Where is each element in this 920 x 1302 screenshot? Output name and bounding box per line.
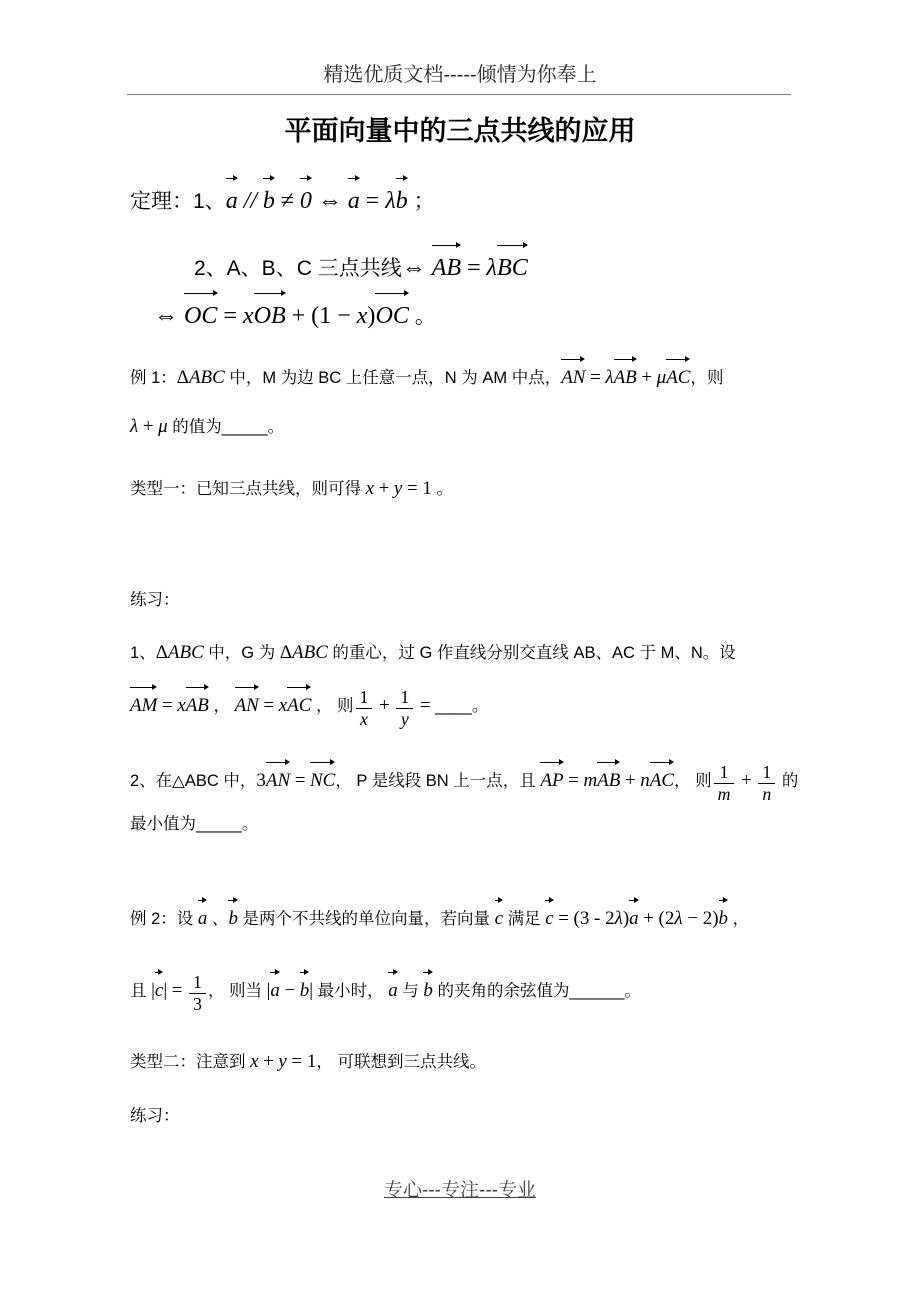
exercise1-line-1: 1、ΔABC 中，G 为 ΔABC 的重心，过 G 作直线分别交直线 AB、AC 于 M、N。设 [130,642,736,663]
page-title: 平面向量中的三点共线的应用 [284,116,636,146]
practice2-label: 练习： [130,1107,180,1125]
vector-notation: AN [235,693,259,719]
vector-arrow-icon [263,173,274,183]
vector-arrow-icon [650,758,673,766]
vector-notation: b [423,978,432,1004]
vector-arrow-icon [300,968,308,976]
vector-arrow-icon [396,173,407,183]
example2-line-1: 例 2：设 a 、 b 是两个不共线的单位向量，若向量 c 满足 c = (3 - 2λ) a + (2λ − 2) b ， [130,906,749,932]
vector-arrow-icon [226,173,237,183]
practice1-label: 练习： [130,591,180,609]
vector-notation: AN [266,768,290,794]
vector-arrow-icon [666,356,689,364]
vector-notation: c [155,978,163,1004]
vector-arrow-icon [495,897,502,905]
vector-arrow-icon [561,356,584,364]
vector-arrow-icon [614,356,636,364]
example2-line-2: 且 | c| = $\frac{1}{3}$ ， 则当 | a − b| 最小时， a 与 b 的夹角的余弦值为______。 [130,973,641,1013]
exercise2-line-1: 2、在△ABC 中，3 AN = NC， P 是线段 BN 上一点，且 AP = m AB + n AC， 则 $\frac{1}{m}$ + $\frac{1}{n}$ 的 [130,763,798,803]
vector-arrow-icon [198,897,206,905]
vector-notation: b [300,978,309,1004]
vector-arrow-icon [497,240,527,250]
vector-notation: c [495,906,503,932]
vector-arrow-icon [130,683,156,691]
vector-notation: c [545,906,553,932]
vector-arrow-icon [540,758,562,766]
page-header: 精选优质文档-----倾情为你奉上 [323,64,597,86]
vector-notation: AM [130,693,157,719]
vector-arrow-icon [287,683,310,691]
vector-arrow-icon [270,968,278,976]
vector-arrow-icon [228,897,236,905]
type2-line: 类型二：注意到 x + y = 1， 可联想到三点共线。 [130,1051,486,1072]
vector-notation: OC [375,300,409,333]
vector-arrow-icon [235,683,258,691]
theorem-line-3: ⇔ OC = x OB + (1 − x) OC 。 [130,300,436,333]
vector-notation: AB [597,768,620,794]
vector-arrow-icon [310,758,334,766]
vector-arrow-icon [186,683,208,691]
vector-arrow-icon [300,173,311,183]
vector-arrow-icon [155,968,162,976]
exercise1-line-2: AM = x AB ， AN = x AC ， 则 $\frac{1}{x}$ + $\frac{1}{y}$ = ____。 [130,688,488,728]
vector-arrow-icon [423,968,431,976]
vector-notation: OB [254,300,286,333]
vector-notation: AB [614,365,637,391]
vector-notation: BC [497,252,528,285]
vector-notation: b [228,906,237,932]
vector-notation: AP [540,768,563,794]
exercise2-line-2: 最小值为_____。 [130,815,259,833]
vector-arrow-icon [545,897,552,905]
vector-notation: AB [432,252,462,285]
vector-arrow-icon [348,173,359,183]
vector-notation: AN [561,365,585,391]
vector-notation: a [348,185,360,218]
vector-notation: OC [184,300,218,333]
vector-notation: a [388,978,397,1004]
type1-line: 类型一：已知三点共线，则可得 x + y = 1 。 [130,478,453,499]
example1-line-1: 例 1：ΔABC 中，M 为边 BC 上任意一点，N 为 AM 中点， AN = λ AB + μ AC，则 [130,365,723,391]
vector-notation: a [629,906,638,932]
header-rule [127,94,791,95]
vector-arrow-icon [266,758,289,766]
vector-arrow-icon [719,897,727,905]
vector-arrow-icon [597,758,619,766]
page-footer: 专心---专注---专业 [384,1180,536,1201]
vector-notation: a [270,978,279,1004]
vector-arrow-icon [184,288,217,298]
theorem-line-2: 2、A、B、C 三点共线⇔ AB = λ BC [130,252,528,285]
vector-arrow-icon [629,897,637,905]
vector-notation: b [263,185,275,218]
vector-arrow-icon [254,288,285,298]
vector-notation: AC [287,693,311,719]
vector-notation: AC [650,768,674,794]
vector-arrow-icon [432,240,461,250]
vector-notation: 0 [300,185,312,218]
vector-notation: a [226,185,238,218]
vector-arrow-icon [375,288,408,298]
vector-notation: b [396,185,408,218]
vector-notation: NC [310,768,335,794]
vector-notation: AC [666,365,690,391]
vector-notation: b [719,906,728,932]
vector-notation: a [198,906,207,932]
vector-arrow-icon [388,968,396,976]
theorem-line-1: 定理：1、 a // b ≠ 0 ⇔ a = λ b ； [130,185,435,218]
example1-line-2: λ + μ 的值为_____。 [130,416,285,437]
vector-notation: AB [186,693,209,719]
